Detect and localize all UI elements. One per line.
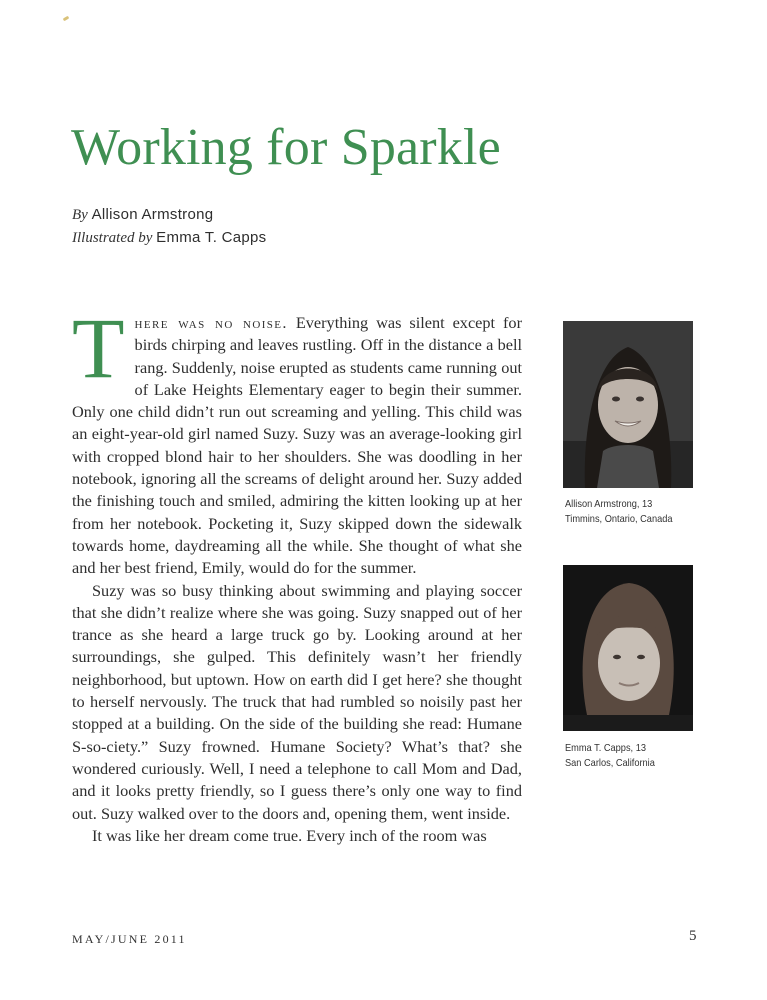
illustrator-byline [72,228,266,248]
story-body [72,300,522,847]
author-photo [563,321,693,488]
story-paragraph-3: It was like her dream come true. Every inch of the room was [92,825,487,845]
drop-cap: T [72,300,125,396]
illustrator-photo [563,565,693,731]
story-paragraph-2: Suzy was so busy thinking about swimming and playing soccer that she didn’t realize where she was going. Suzy snapped out of her trance as she heard a large truck go by. Looking around at her surroundings, she gulped. This definitely wasn’t her friendly neighborhood, but uptown. How on earth did I get here? she thought to herself nervously. The truck that had rumbled so noisily past her stopped at a building. On the side of the building she read: Humane S-so-ciety.” Suzy frowned. Humane Society? What’s that? she wondered curiously. Well, I need a telephone to call Mom and Dad, and it looks pretty friendly, so I guess there’s only one way to find out. Suzy walked over to the doors and, opening them, went inside. [72,580,522,823]
page-number: 5 [689,928,697,944]
illustrator-portrait-illustration [563,565,693,731]
print-speck [63,16,70,22]
author-caption-location: Timmins, Ontario, Canada [565,513,673,525]
story-paragraph-1 [72,300,522,580]
illustrator-caption [565,741,697,771]
story-title: Working for Sparkle [71,119,501,176]
author-caption-name: Allison Armstrong, 13 [565,498,653,510]
lead-in: here was no noise. [134,313,288,332]
illustrator-prefix: Illustrated by [72,230,153,246]
author-caption [565,497,697,527]
paragraph-1-text: Everything was silent except for birds chirping and leaves rustling. Off in the distance a bell rang. Suddenly, noise erupted as students came running out of Lake Heights Elementary eager to begin their summer. Only one child didn’t run out screaming and yelling. This child was an eight-year-old girl named Suzy. Suzy was an average-looking girl with cropped blond hair to her shoulders. She was doodling in her notebook, ignoring all the screams of delight around her. Suzy added the finishing touch and smiled, admiring the kitten looking up at her from her notebook. Pocketing it, Suzy skipped down the sidewalk towards home, daydreaming all the while. She thought of what she and her best friend, Emily, would do for the summer. [72,313,522,578]
author-portrait-illustration [563,321,693,488]
author-prefix: By [72,207,88,223]
illustrator-caption-location: San Carlos, California [565,757,655,769]
illustrator-name: Emma T. Capps [156,229,267,246]
issue-date: MAY/JUNE 2011 [72,932,187,946]
illustrator-caption-name: Emma T. Capps, 13 [565,742,646,754]
author-byline [72,205,213,225]
author-name: Allison Armstrong [91,206,214,223]
